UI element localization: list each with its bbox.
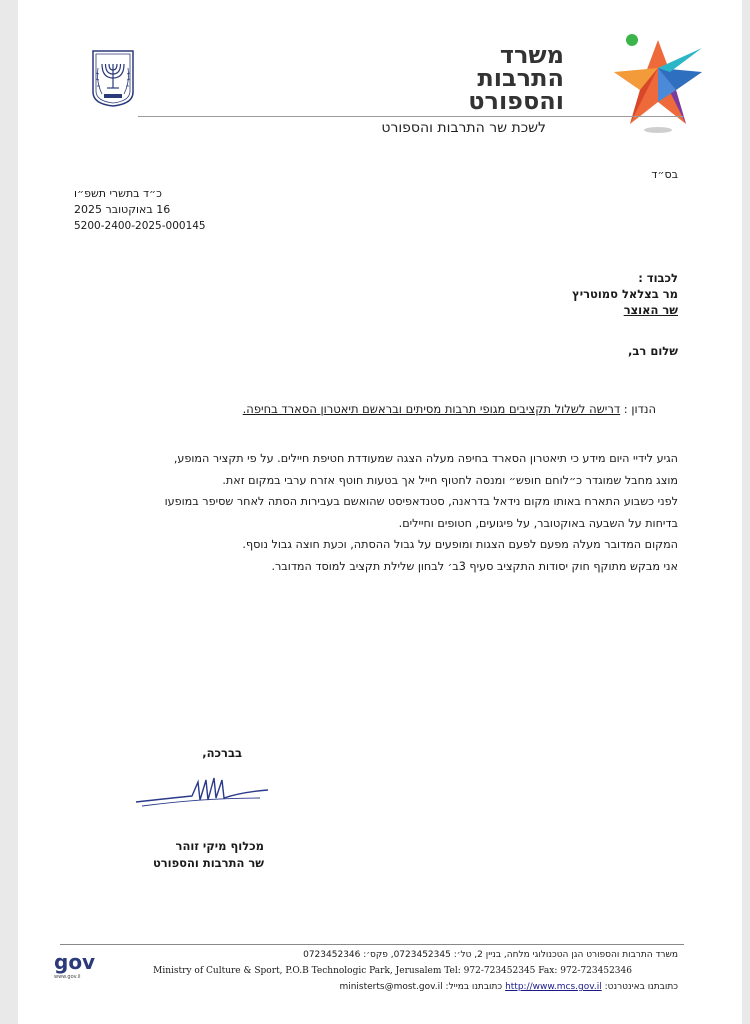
body-line: אני מבקש מתוקף חוק יסודות התקציב סעיף 3ב׳ לבחון שלילת תקציב למוסד המדובר.	[271, 559, 678, 573]
hebrew-date: כ״ד בתשרי תשפ״ו	[74, 187, 162, 200]
letter-page	[18, 0, 742, 1024]
ministry-name-line: משרד	[499, 41, 564, 69]
website-link[interactable]: http://www.mcs.gov.il	[505, 982, 602, 992]
date-block	[74, 186, 274, 234]
subject-label: הנדון :	[623, 402, 656, 416]
ministry-logo-icon	[612, 28, 704, 136]
signer-block	[153, 838, 264, 872]
header-divider	[138, 116, 684, 117]
state-emblem-icon	[90, 48, 136, 108]
signer-title: שר התרבות והספורט	[152, 856, 264, 870]
footer-address-english: Ministry of Culture & Sport, P.O.B Technologic Park, Jerusalem Tel: 972-723452345 Fax: 972-723452346	[153, 966, 632, 976]
recipient-title: שר האוצר	[623, 303, 678, 317]
gov-logo-text: gov	[54, 950, 96, 974]
reference-number: 5200-2400-2025-000145	[74, 220, 206, 232]
ministry-name-line: התרבות	[477, 64, 564, 92]
gov-logo	[54, 950, 114, 984]
body-line: המקום המדובר מעלה מפעם לפעם הצגות ומופעים על גבול ההסתה, וכעת חוצה גבול נוסף.	[242, 538, 678, 551]
greeting: שלום רב,	[628, 344, 678, 358]
subject-text: דרישה לשלול תקציבים מגופי תרבות מסיתים ובראשם תיאטרון הסארד בחיפה.	[242, 402, 621, 416]
closing: בברכה,	[202, 746, 242, 760]
gregorian-date: 16 באוקטובר 2025	[74, 203, 171, 216]
to-label: לכבוד :	[638, 271, 678, 285]
email-address[interactable]: ministerts@most.gov.il	[339, 982, 443, 992]
body-line: מוצג מחבל שמוגדר כ״לוחם חופש״ ומנסה לחטוף חייל אך בטעות חוטף אזרח ערבי במקום זאת.	[222, 473, 678, 487]
signature-image	[132, 768, 272, 818]
office-name: לשכת שר התרבות והספורט	[381, 120, 546, 136]
gov-logo-sub: www.gov.il	[54, 974, 81, 980]
bsd-mark: בס״ד	[651, 168, 678, 181]
body-line: הגיע לידיי היום מידע כי תיאטרון הסארד בחיפה מעלה הצגה שמעודדת חטיפת חיילים. על פי תקציר המופע,	[173, 452, 678, 465]
body-line: לפני כשבוע התארח באותו מקום נידאל בדראנה, סטנדאפיסט שהואשם בעבירות הסתה לאחר שסיפר במופעו	[164, 495, 678, 508]
email-label: כתובתנו במייל:	[445, 982, 503, 992]
footer-divider	[60, 944, 684, 945]
recipient-name: מר בצלאל סמוטריץ	[572, 287, 678, 301]
body-line: בדיחות על השבעה באוקטובר, על פיגועים, חטופים וחיילים.	[398, 516, 678, 530]
signer-name: מכלוף מיקי זוהר	[175, 839, 264, 853]
recipient-block	[572, 270, 678, 318]
footer-contacts	[339, 982, 678, 992]
ministry-name-line: והספורט	[468, 87, 564, 115]
ministry-name	[424, 41, 564, 115]
letter-body	[68, 448, 678, 577]
website-label: כתובתנו באינטרנט:	[604, 982, 678, 992]
subject-line	[243, 402, 656, 416]
footer-address-hebrew: משרד התרבות והספורט הגן הטכנולוגי מלחה, בניין 2, טל׳: 0723452345, פקס׳: 0723452346	[303, 950, 678, 960]
